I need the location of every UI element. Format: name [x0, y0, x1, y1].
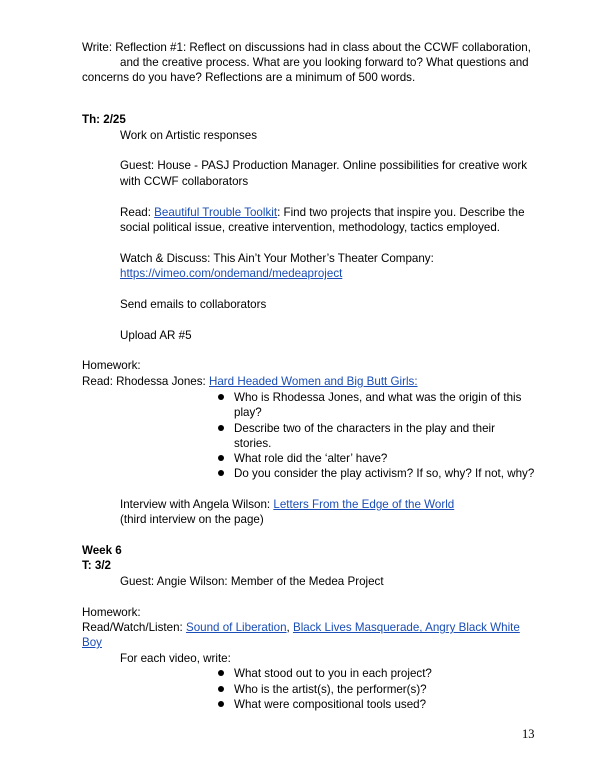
bullet-text: Describe two of the characters in the play and their: [234, 422, 495, 435]
sound-of-liberation-link[interactable]: Sound of Liberation: [185, 621, 287, 634]
rwl-sep: ,: [286, 621, 293, 634]
page-number: 13: [522, 727, 535, 741]
guest-angie-wilson: Guest: Angie Wilson: Member of the Medea Project: [120, 575, 384, 588]
upload-ar: Upload AR #5: [120, 329, 192, 342]
rwl-prefix: Read/Watch/Listen:: [82, 621, 186, 634]
black-lives-masquerade-link[interactable]: Black Lives Masquerade, Angry Black White: [292, 621, 520, 634]
interview-line: [120, 497, 454, 512]
bullet-icon: [218, 425, 224, 431]
bullet-text: What stood out to you in each project?: [234, 667, 432, 680]
read-rest: : Find two projects that inspire you. Describe the: [277, 206, 525, 219]
write-line-3: concerns do you have? Reflections are a minimum of 500 words.: [82, 71, 416, 84]
homework-heading-1: Homework:: [82, 359, 141, 372]
rhodessa-prefix: Read: Rhodessa Jones:: [82, 375, 209, 388]
read-prefix: Read:: [120, 206, 155, 219]
guest-line-2: with CCWF collaborators: [120, 175, 249, 188]
date-t-32: T: 3/2: [82, 559, 111, 572]
bullet-text: What role did the ‘alter’ have?: [234, 452, 388, 465]
bullet-icon: [218, 455, 224, 461]
bullet-text: Who is Rhodessa Jones, and what was the origin of this: [234, 391, 522, 404]
bullet-text: What were compositional tools used?: [234, 698, 427, 711]
read-toolkit-line: [120, 205, 525, 220]
read-line-2: social political issue, creative intervention, methodology, tactics employed.: [120, 221, 500, 234]
interview-note: (third interview on the page): [120, 513, 264, 526]
bullet-icon: [218, 470, 224, 476]
letters-edge-link[interactable]: Letters From the Edge of the World: [273, 498, 455, 511]
interview-prefix: Interview with Angela Wilson:: [120, 498, 274, 511]
bullet-text: Do you consider the play activism? If so, why? If not, why?: [234, 467, 535, 480]
homework-heading-2: Homework:: [82, 606, 141, 619]
read-watch-listen-line: [82, 620, 520, 635]
bullet-icon: [218, 686, 224, 692]
week-6-heading: Week 6: [82, 544, 122, 557]
send-emails: Send emails to collaborators: [120, 298, 267, 311]
angry-black-white-boy-link[interactable]: Boy: [82, 636, 102, 649]
bullet-text: Who is the artist(s), the performer(s)?: [234, 683, 427, 696]
bullet-icon: [218, 670, 224, 676]
bullet-continuation: play?: [234, 406, 262, 419]
vimeo-link-line: [120, 266, 342, 281]
link-continuation-line: [82, 635, 102, 650]
write-line-2: and the creative process. What are you looking forward to? What questions and: [120, 56, 529, 69]
hard-headed-women-link[interactable]: Hard Headed Women and Big Butt Girls:: [208, 375, 418, 388]
write-line-1: Write: Reflection #1: Reflect on discussions had in class about the CCWF collaboration,: [82, 41, 531, 54]
bullet-continuation: stories.: [234, 437, 272, 450]
bullet-icon: [218, 701, 224, 707]
watch-discuss-line: Watch & Discuss: This Ain’t Your Mother’s Theater Company:: [120, 252, 434, 265]
vimeo-link[interactable]: https://vimeo.com/ondemand/medeaproject: [120, 267, 343, 280]
beautiful-trouble-link[interactable]: Beautiful Trouble Toolkit: [154, 206, 278, 219]
for-each-video: For each video, write:: [120, 652, 231, 665]
rhodessa-read-line: [82, 374, 418, 389]
guest-line-1: Guest: House - PASJ Production Manager. Online possibilities for creative work: [120, 159, 528, 172]
section-heading-th-225: Th: 2/25: [82, 113, 126, 126]
work-artistic-responses: Work on Artistic responses: [120, 129, 258, 142]
bullet-icon: [218, 394, 224, 400]
